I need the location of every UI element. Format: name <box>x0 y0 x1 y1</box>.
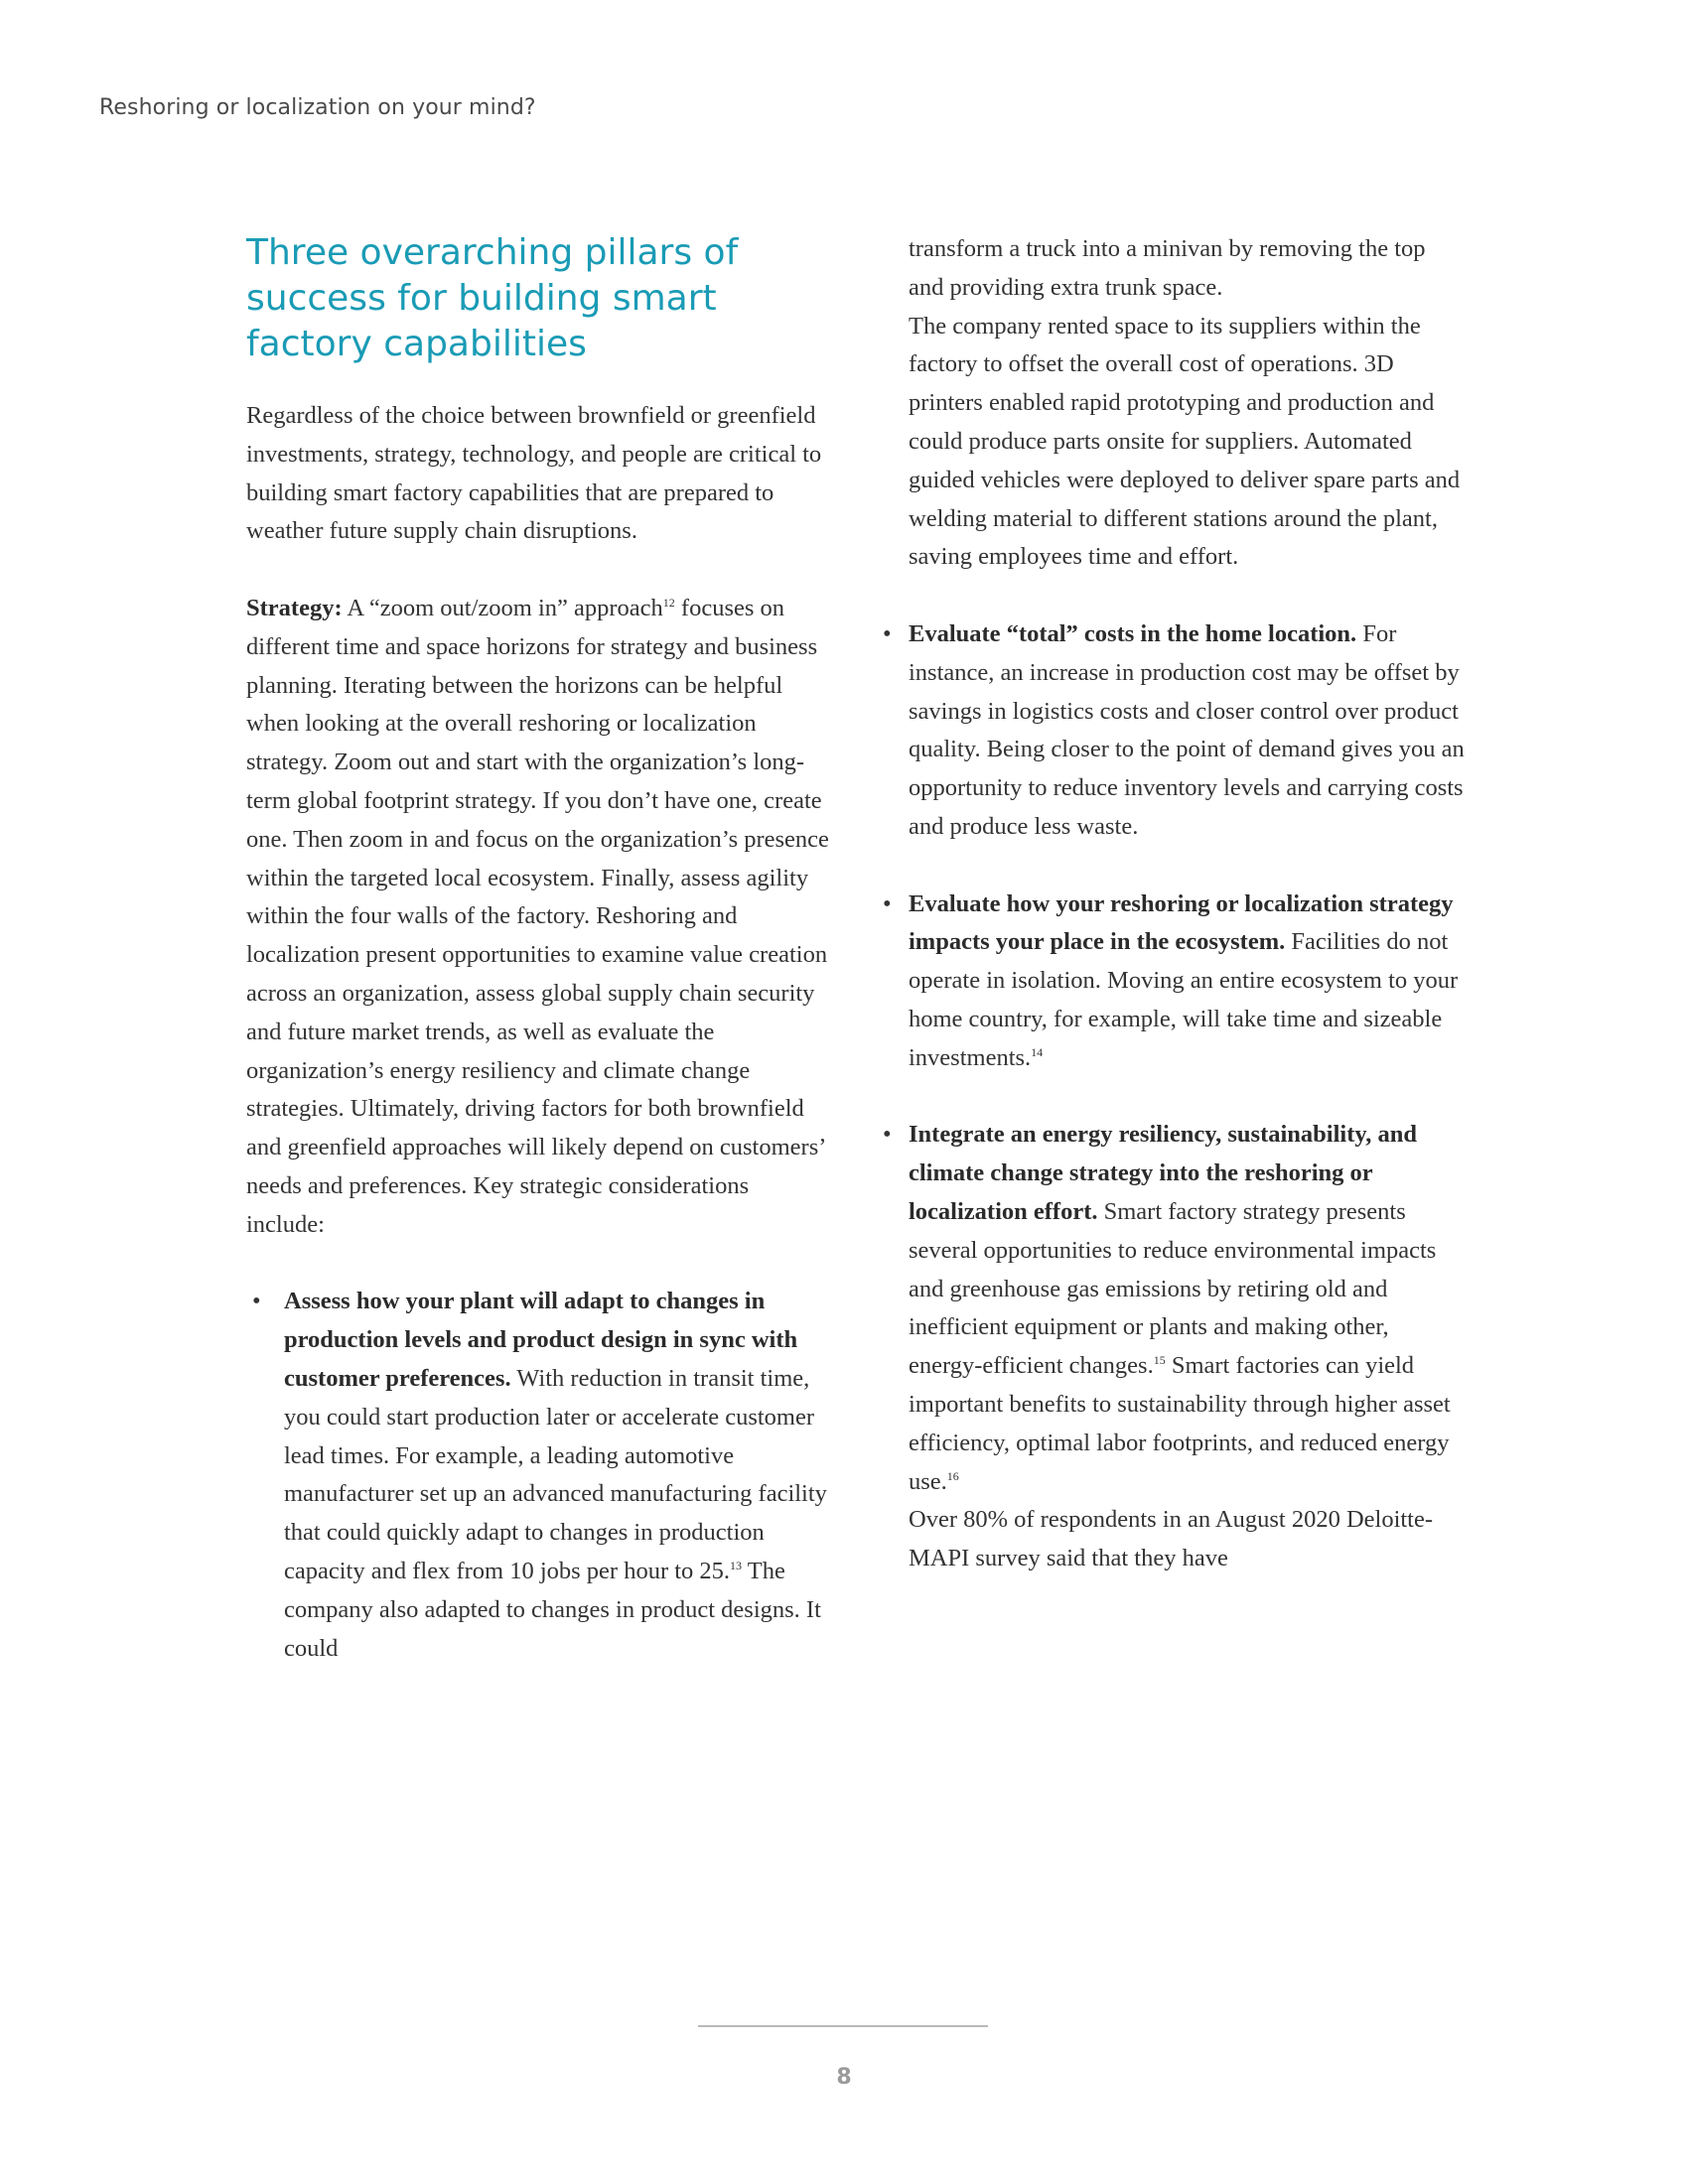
list-item-energy-resiliency <box>909 1116 1465 1578</box>
heading-line-2: success for building smart <box>246 278 717 319</box>
list-item-ecosystem <box>909 886 1465 1078</box>
continued-paragraph: transform a truck into a minivan by removing the top and providing extra trunk space. <box>909 235 1426 301</box>
strategy-lead: A “zoom out/zoom in” approach <box>342 594 663 621</box>
footnote-ref-12: 12 <box>662 595 675 610</box>
bullet-heading: Assess how your plant will adapt to changes in production levels and product design in sync with customer preferences. <box>284 1288 798 1392</box>
page-number: 8 <box>836 2065 852 2090</box>
right-column <box>909 230 1465 1578</box>
bullet-text: Smart factory strategy presents several opportunities to reduce environmental impacts and greenhouse gas emissions by retiring old and inefficient equipment or plants and making other, energy-efficient changes. <box>909 1197 1437 1380</box>
bullet-heading: Integrate an energy resiliency, sustainability, and climate change strategy into the reshoring or localization effort. <box>909 1121 1418 1225</box>
bullet-heading: Evaluate “total” costs in the home location. <box>909 619 1357 647</box>
footer-divider <box>698 2025 988 2027</box>
left-column <box>246 230 832 1668</box>
continued-paragraph-2: The company rented space to its suppliers within the factory to offset the overall cost of operations. 3D printers enabled rapid prototyping and production and could produce parts onsite for suppliers. Automated guided vehicles were deployed to deliver spare parts and welding material to different stations around the plant, saving employees time and effort. <box>909 312 1461 571</box>
list-item-adapt-plant <box>246 1283 832 1668</box>
strategy-body: focuses on different time and space horizons for strategy and business planning. Iterating between the horizons can be helpful when looking at the overall reshoring or localization strategy. Zoom out and start with the organization’s long-term global footprint strategy. If you don’t have one, create one. Then zoom in and focus on the organization’s presence within the targeted local ecosystem. Finally, assess agility within the four walls of the factory. Reshoring and localization present opportunities to examine value creation across an organization, assess global supply chain security and future market trends, as well as evaluate the organization’s energy resiliency and climate change strategies. Ultimately, driving factors for both brownfield and greenfield approaches will likely depend on customers’ needs and preferences. Key strategic considerations include: <box>246 594 829 1238</box>
list-item-total-costs <box>909 615 1465 847</box>
footnote-ref-13: 13 <box>730 1558 743 1572</box>
bullet-heading: Evaluate how your reshoring or localization strategy impacts your place in the ecosystem. <box>909 889 1454 956</box>
strategy-label: Strategy: <box>246 594 343 621</box>
strategy-paragraph <box>246 590 832 1245</box>
strategy-considerations-list <box>246 1283 832 1668</box>
footnote-ref-16: 16 <box>946 1468 959 1483</box>
bullet-text: With reduction in transit time, you could start production later or accelerate customer lead times. For example, a leading automotive manufacturer set up an advanced manufacturing facility that could quickly adapt to changes in production capacity and flex from 10 jobs per hour to 25. <box>284 1364 827 1584</box>
bullet-text: For instance, an increase in production cost may be offset by savings in logistics costs and closer control over product quality. Being closer to the point of demand gives you an opportunity to reduce inventory levels and carrying costs and produce less waste. <box>909 619 1465 840</box>
footnote-ref-15: 15 <box>1153 1352 1166 1367</box>
bullet-text: Facilities do not operate in isolation. Moving an entire ecosystem to your home country, for example, will take time and sizeable investments. <box>909 928 1459 1071</box>
heading-line-1: Three overarching pillars of <box>246 232 739 273</box>
running-header: Reshoring or localization on your mind? <box>99 95 536 120</box>
heading-line-3: factory capabilities <box>246 324 587 364</box>
footnote-ref-14: 14 <box>1031 1044 1044 1059</box>
intro-paragraph: Regardless of the choice between brownfield or greenfield investments, strategy, technology, and people are critical to building smart factory capabilities that are prepared to weather future supply chain disruptions. <box>246 402 822 545</box>
bullet-text-continued: The company also adapted to changes in product designs. It could <box>284 1557 821 1662</box>
bullet-text-2: Smart factories can yield important benefits to sustainability through higher asset efficiency, optimal labor footprints, and reduced energy use. <box>909 1352 1451 1495</box>
bullet-text-3: Over 80% of respondents in an August 2020 Deloitte-MAPI survey said that they have <box>909 1506 1434 1572</box>
section-heading <box>246 230 802 367</box>
strategy-considerations-list-continued <box>909 615 1465 1578</box>
